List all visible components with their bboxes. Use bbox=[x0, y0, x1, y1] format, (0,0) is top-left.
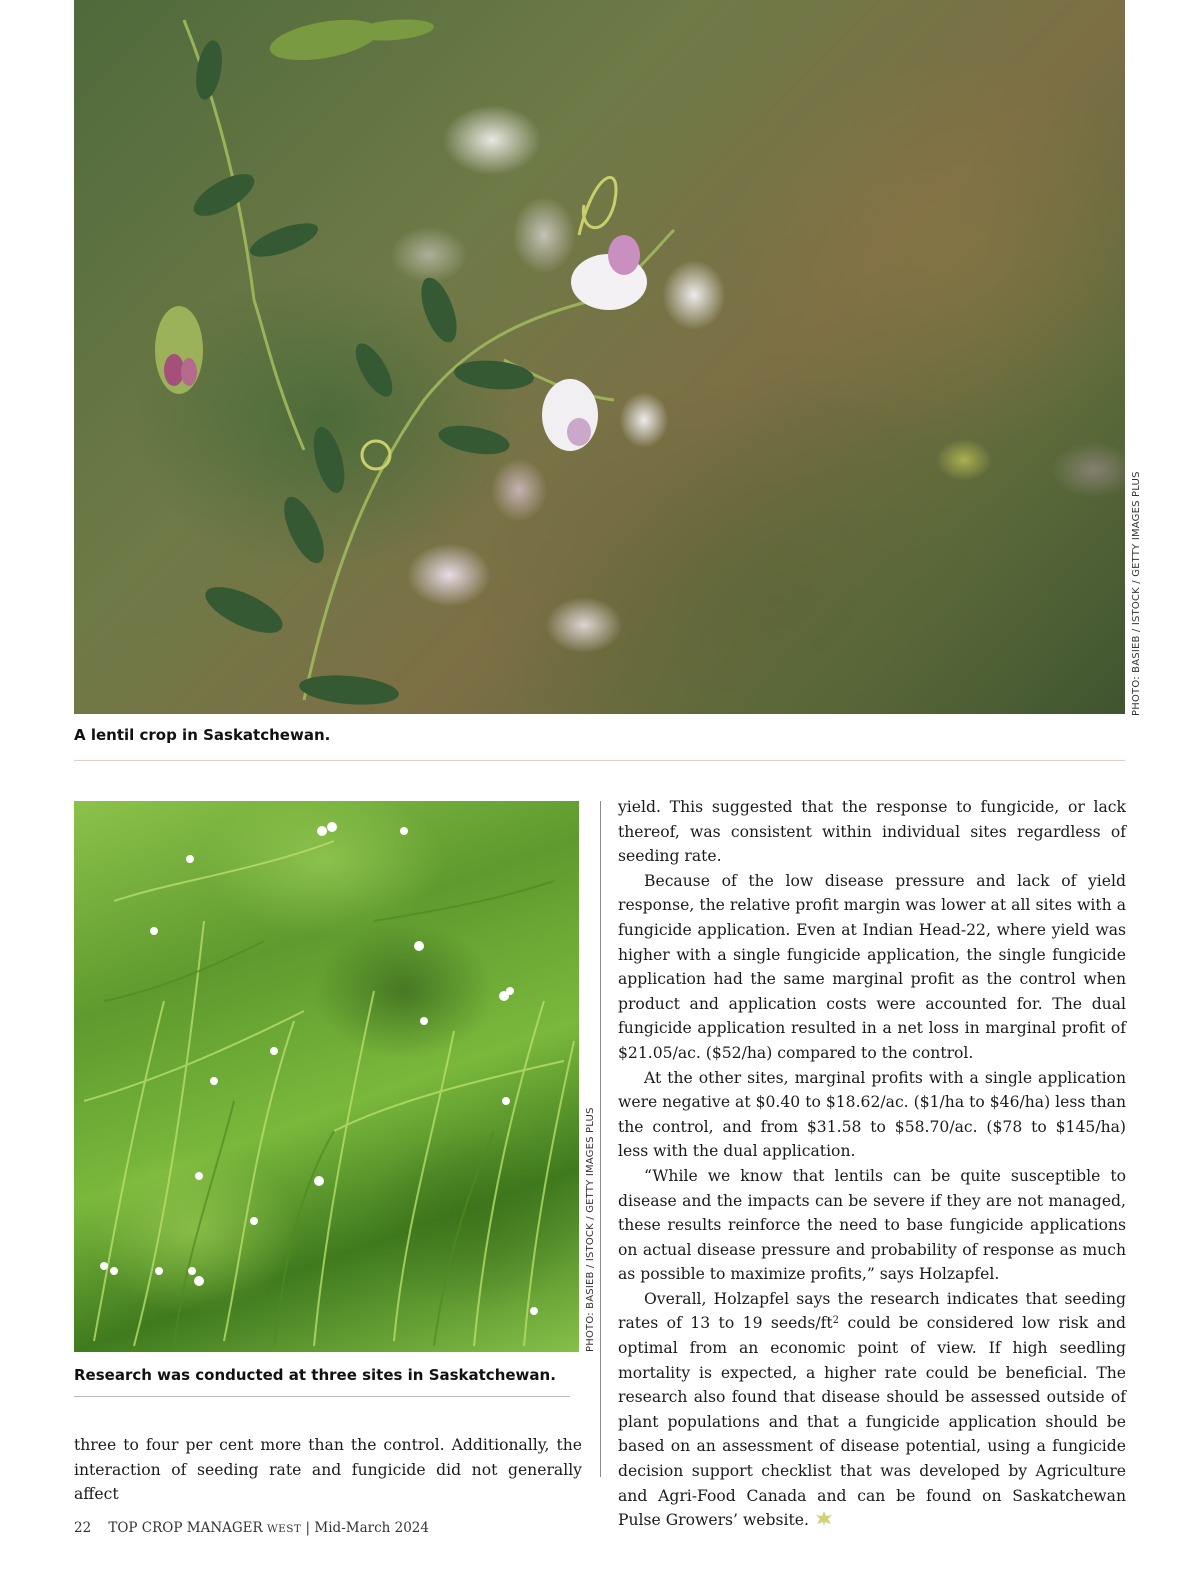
article-paragraph: three to four per cent more than the control. Additionally, the interaction of seeding rate and fungicide did not generally affect bbox=[74, 1436, 582, 1504]
article-paragraph: yield. This suggested that the response to fungicide, or lack thereof, was consistent within individual sites regardless of seeding rate. bbox=[618, 798, 1126, 866]
lentil-plant-illustration bbox=[74, 0, 1125, 714]
superscript: 2 bbox=[832, 1315, 840, 1327]
caption-divider-bottom bbox=[74, 1396, 570, 1397]
lentil-field-illustration bbox=[74, 801, 579, 1352]
article-left-column bbox=[74, 1433, 582, 1507]
page-footer bbox=[74, 1520, 429, 1536]
article-paragraph-final bbox=[618, 1287, 1126, 1533]
leaf-end-mark-icon bbox=[815, 1511, 833, 1527]
lentil-crop-photo bbox=[74, 0, 1125, 714]
article-paragraph: “While we know that lentils can be quite susceptible to disease and the impacts can be severe if they are not managed, these results reinforce the need to base fungicide applications on actual disease pressure and probability of response as much as possible to maximize profits,” says Holzapfel. bbox=[618, 1166, 1126, 1284]
issue-date: Mid-March 2024 bbox=[314, 1520, 429, 1536]
article-paragraph: Because of the low disease pressure and lack of yield response, the relative profit margin was lower at all sites with a fungicide application. Even at Indian Head-22, where yield was higher with a single fungicide application, the single fungicide application had the same marginal profit as the control when product and application costs were accounted for. The dual fungicide application resulted in a net loss in marginal profit of $21.05/ac. ($52/ha) compared to the control. bbox=[618, 871, 1126, 1062]
paragraph-text: Overall, Holzapfel says the research indicates that seeding rates of 13 to 19 seeds/ft bbox=[618, 1289, 1126, 1333]
footer-separator: | bbox=[305, 1520, 311, 1536]
photo-credit-top: PHOTO: BASIEB / ISTOCK / GETTY IMAGES PLUS bbox=[1131, 471, 1142, 716]
column-divider bbox=[600, 801, 601, 1477]
photo-caption-bottom: Research was conducted at three sites in Saskatchewan. bbox=[74, 1366, 556, 1384]
photo-credit-bottom: PHOTO: BASIEB / ISTOCK / GETTY IMAGES PLUS bbox=[585, 1107, 596, 1352]
caption-divider-top bbox=[74, 760, 1125, 761]
article-right-column bbox=[618, 795, 1126, 1533]
research-site-photo bbox=[74, 801, 579, 1352]
page-number: 22 bbox=[74, 1520, 92, 1536]
paragraph-text: could be considered low risk and optimal from an economic point of view. If high seedling mortality is expected, a higher rate could be beneficial. The research also found that disease should be assessed outside of plant populations and that a fungicide application should be based on an assessment of disease potential, using a fungicide decision support checklist that was developed by Agriculture and Agri-Food Canada and can be found on Saskatchewan Pulse Growers’ website. bbox=[618, 1314, 1126, 1530]
publication-name: TOP CROP MANAGER bbox=[108, 1520, 263, 1536]
article-paragraph: At the other sites, marginal profits with a single application were negative at $0.40 to $18.62/ac. ($1/ha to $46/ha) less than the control, and from $31.58 to $58.70/ac. ($78 to $145/ha) less with the dual application. bbox=[618, 1068, 1126, 1161]
publication-edition: WEST bbox=[266, 1523, 302, 1535]
photo-caption-top: A lentil crop in Saskatchewan. bbox=[74, 726, 331, 744]
